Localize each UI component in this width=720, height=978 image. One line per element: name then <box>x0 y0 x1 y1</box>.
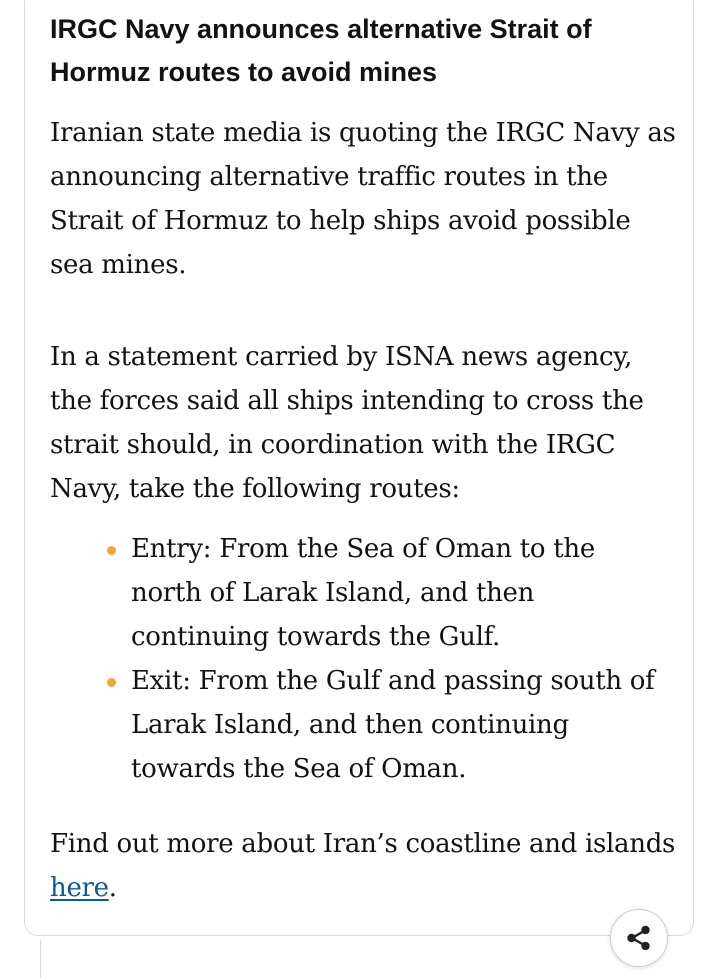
list-item <box>50 659 680 791</box>
more-info-period: . <box>108 873 117 903</box>
route-exit-text: Exit: From the Gulf and passing south of Larak Island, and then continuing towards the Sea of Oman. <box>131 666 655 784</box>
more-info-text: Find out more about Iran’s coastline and islands <box>50 829 676 859</box>
list-item <box>50 527 680 659</box>
bullet-dot-icon <box>107 546 116 555</box>
timeline-divider <box>40 940 41 978</box>
share-button[interactable] <box>610 909 668 967</box>
coastline-link[interactable]: here <box>50 873 109 903</box>
paragraph-more-info <box>50 822 680 910</box>
bullet-dot-icon <box>107 678 116 687</box>
routes-list <box>50 527 680 791</box>
share-icon <box>622 921 656 955</box>
paragraph-statement: In a statement carried by ISNA news agency, the forces said all ships intending to cross the strait should, in coordination with the IRGC Navy, take the following routes: <box>50 342 644 504</box>
paragraph-intro: Iranian state media is quoting the IRGC Navy as announcing alternative traffic routes in the Strait of Hormuz to help ships avoid possible sea mines. <box>50 118 676 280</box>
route-entry-text: Entry: From the Sea of Oman to the north of Larak Island, and then continuing towards the Gulf. <box>131 534 595 652</box>
post-headline: IRGC Navy announces alternative Strait of Hormuz routes to avoid mines <box>50 14 592 87</box>
